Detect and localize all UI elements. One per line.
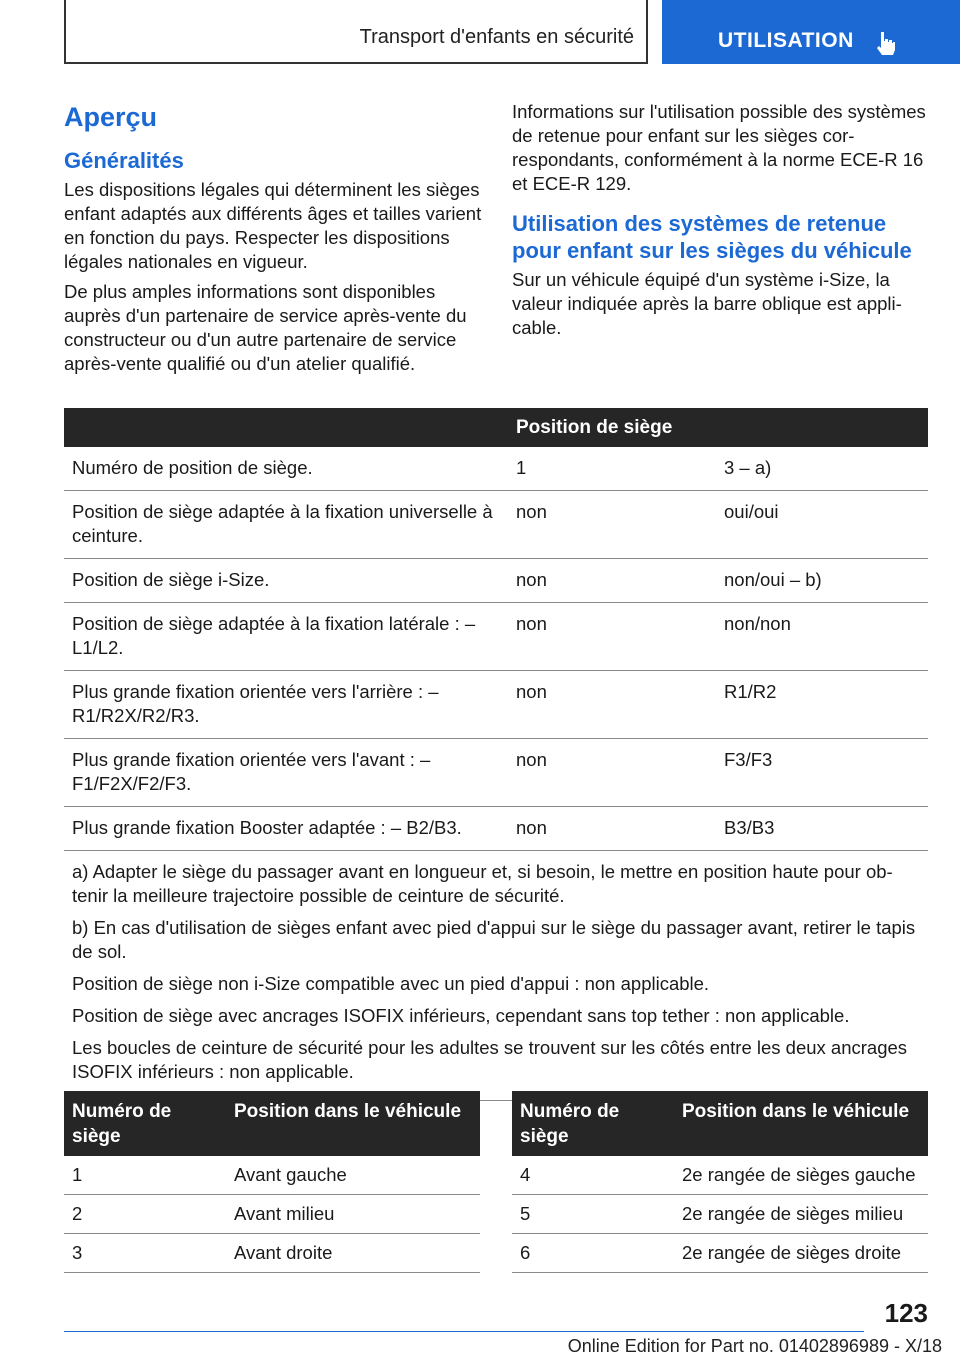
table-cell: 4 (512, 1156, 674, 1195)
table-header-cell: Numéro de siège (512, 1091, 674, 1156)
chapter-header (64, 0, 648, 64)
table-cell: B3/B3 (716, 807, 928, 851)
table-header-row (512, 1091, 928, 1156)
table-cell: non (508, 559, 716, 603)
section-header (662, 0, 960, 64)
section-heading-generalites: Généralités (64, 148, 184, 173)
table-row (64, 559, 928, 603)
table-cell: 2e rangée de sièges milieu (674, 1195, 928, 1234)
table-row (512, 1156, 928, 1195)
table-row (512, 1195, 928, 1234)
table-cell: 3 (64, 1234, 226, 1273)
table-cell: F3/F3 (716, 739, 928, 807)
table-cell: non (508, 491, 716, 559)
left-column (64, 102, 482, 382)
footer-divider (64, 1331, 864, 1332)
table-notes-row (64, 851, 928, 1101)
right-column (512, 100, 930, 346)
table-note: a) Adapter le siège du passager avant en longueur et, si besoin, le mettre en position haute pour obtenir la meilleure trajectoire possible de ceinture de sécurité. (72, 861, 893, 906)
table-header-cell (64, 408, 508, 447)
table-cell: 5 (512, 1195, 674, 1234)
table-header-cell: Position dans le véhicule (674, 1091, 928, 1156)
table-note: Position de siège non i-Size compatible avec un pied d'appui : non applicable. (72, 973, 710, 994)
section-label: UTILISATION (718, 29, 854, 52)
table-row (64, 491, 928, 559)
table-header-row (64, 1091, 480, 1156)
table-header-cell: Numéro de siège (64, 1091, 226, 1156)
table-row (64, 447, 928, 491)
table-note: Position de siège avec ancrages ISOFIX inférieurs, cependant sans top tether : non applicable. (72, 1005, 850, 1026)
paragraph: Les dispositions légales qui déterminent les sièges enfant adaptés aux différents âges et tailles varient en fonction du pays. Respecter les dispositions légales nationales en vigueur. (64, 179, 482, 272)
seat-number-table-rear (512, 1091, 928, 1273)
table-row (64, 671, 928, 739)
table-row (64, 807, 928, 851)
table-cell: 2e rangée de sièges gauche (674, 1156, 928, 1195)
seat-number-table-front (64, 1091, 480, 1273)
table-cell: non/oui – b) (716, 559, 928, 603)
table-cell: non (508, 739, 716, 807)
page-number: 123 (884, 1298, 928, 1328)
table-header-row (64, 408, 928, 447)
table-cell: non (508, 671, 716, 739)
table-notes (64, 851, 928, 1101)
table-cell: 1 (64, 1156, 226, 1195)
chapter-title: Transport d'enfants en sécurité (359, 26, 634, 48)
table-row (512, 1234, 928, 1273)
table-cell: non (508, 807, 716, 851)
table-cell: 6 (512, 1234, 674, 1273)
table-cell: R1/R2 (716, 671, 928, 739)
table-row (64, 739, 928, 807)
paragraph: Informations sur l'utilisation possible des systèmes de retenue pour enfant sur les sièges correspondants, conformément à la norme ECE-R 16 et ECE-R 129. (512, 101, 926, 194)
table-cell: non/non (716, 603, 928, 671)
table-row (64, 1195, 480, 1234)
page-title: Aperçu (64, 102, 158, 132)
table-header-cell: Position dans le véhicule (226, 1091, 480, 1156)
section-heading-utilisation: Utilisation des systèmes de retenue pour enfant sur les sièges du véhicule (512, 211, 912, 263)
table-cell: Numéro de position de siège. (64, 447, 508, 491)
table-cell: 1 (508, 447, 716, 491)
footer-edition-text: Online Edition for Part no. 01402896989 - X/18 (567, 1336, 942, 1356)
table-header-cell: Position de siège (508, 408, 716, 447)
table-cell: Avant gauche (226, 1156, 480, 1195)
table-row (64, 603, 928, 671)
hand-pointer-icon (876, 31, 896, 55)
table-cell: 2e rangée de sièges droite (674, 1234, 928, 1273)
table-row (64, 1156, 480, 1195)
table-cell: oui/oui (716, 491, 928, 559)
table-cell: Plus grande fixation Booster adaptée : – B2/B3. (64, 807, 508, 851)
table-cell: Avant milieu (226, 1195, 480, 1234)
table-cell: non (508, 603, 716, 671)
table-cell: Plus grande fixation orientée vers l'avant : – F1/F2X/F2/F3. (64, 739, 508, 807)
table-note: Les boucles de ceinture de sécurité pour les adultes se trouvent sur les côtés entre les deux ancrages ISOFIX inférieurs : non applicable. (72, 1037, 908, 1082)
table-row (64, 1234, 480, 1273)
table-cell: Position de siège adaptée à la fixation latérale : – L1/L2. (64, 603, 508, 671)
table-cell: Plus grande fixation orientée vers l'arrière : – R1/R2X/R2/R3. (64, 671, 508, 739)
table-cell: Position de siège adaptée à la fixation universelle à ceinture. (64, 491, 508, 559)
table-note: b) En cas d'utilisation de sièges enfant avec pied d'appui sur le siège du passager avant, retirer le tapis de sol. (72, 917, 916, 962)
table-cell: Avant droite (226, 1234, 480, 1273)
paragraph: De plus amples informations sont disponibles auprès d'un partenaire de service après-vente du constructeur ou d'un autre partenaire de service après-vente qualifié ou d'un atelier qualifié. (64, 281, 467, 374)
paragraph: Sur un véhicule équipé d'un système i-Size, la valeur indiquée après la barre oblique est applicable. (512, 269, 902, 338)
table-cell: 3 – a) (716, 447, 928, 491)
seat-position-table (64, 408, 928, 1101)
table-cell: Position de siège i-Size. (64, 559, 508, 603)
table-header-cell (716, 408, 928, 447)
table-cell: 2 (64, 1195, 226, 1234)
